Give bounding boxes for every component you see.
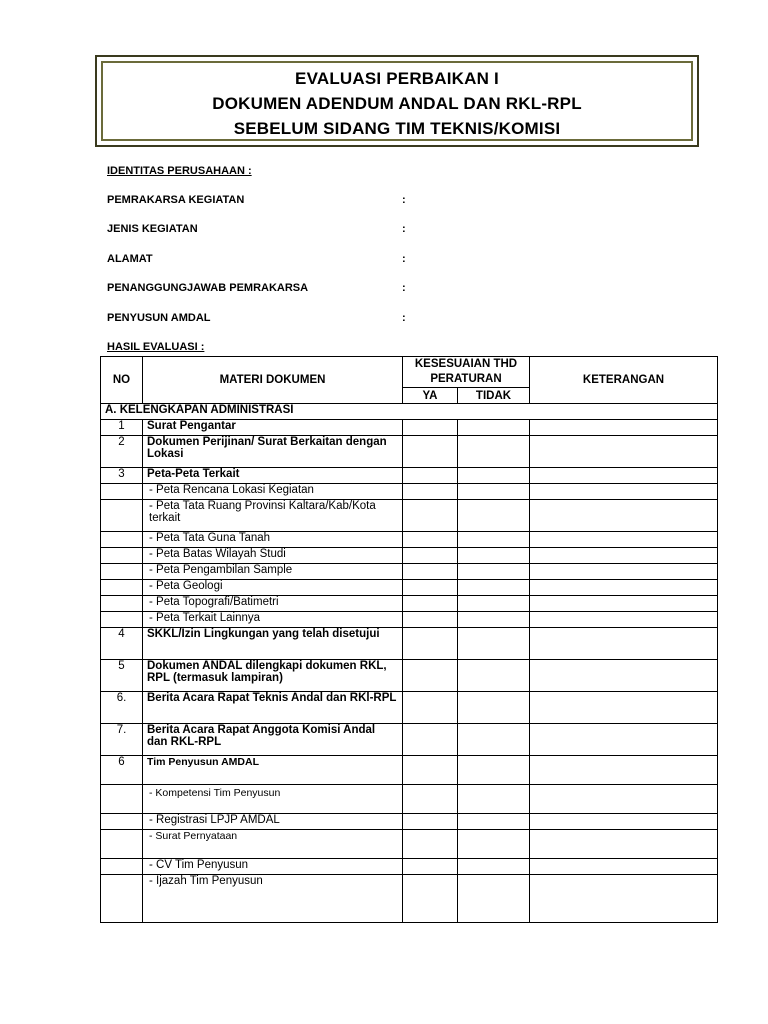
cell-tidak[interactable] [458, 875, 530, 923]
cell-tidak[interactable] [458, 500, 530, 532]
field-colon-penanggungjawab: : [402, 282, 406, 294]
field-colon-penyusun-amdal: : [402, 312, 406, 324]
identity-heading: IDENTITAS PERUSAHAAN : [107, 165, 252, 177]
row-no [101, 612, 143, 628]
cell-ya[interactable] [403, 859, 458, 875]
cell-keterangan[interactable] [530, 548, 718, 564]
cell-keterangan[interactable] [530, 660, 718, 692]
row-text: - Ijazah Tim Penyusun [143, 875, 403, 923]
title-box [95, 55, 699, 147]
row-text: - Kompetensi Tim Penyusun [143, 785, 403, 814]
table-row [101, 692, 718, 724]
cell-ya[interactable] [403, 420, 458, 436]
section-row [101, 404, 718, 420]
row-text: Berita Acara Rapat Teknis Andal dan RKl-RPL [143, 692, 403, 724]
cell-tidak[interactable] [458, 596, 530, 612]
row-no [101, 484, 143, 500]
row-text: Tim Penyusun AMDAL [143, 756, 403, 785]
section-a-label: A. KELENGKAPAN ADMINISTRASI [101, 404, 718, 420]
cell-tidak[interactable] [458, 436, 530, 468]
cell-keterangan[interactable] [530, 532, 718, 548]
row-no [101, 596, 143, 612]
row-no [101, 548, 143, 564]
row-text: - Peta Tata Guna Tanah [143, 532, 403, 548]
row-text: SKKL/Izin Lingkungan yang telah disetujui [143, 628, 403, 660]
cell-tidak[interactable] [458, 785, 530, 814]
cell-keterangan[interactable] [530, 612, 718, 628]
row-text: - Surat Pernyataan [143, 830, 403, 859]
header-keterangan: KETERANGAN [530, 357, 718, 404]
row-no [101, 785, 143, 814]
cell-keterangan[interactable] [530, 580, 718, 596]
field-colon-alamat: : [402, 253, 406, 265]
table-row [101, 484, 718, 500]
cell-ya[interactable] [403, 484, 458, 500]
cell-keterangan[interactable] [530, 500, 718, 532]
header-tidak: TIDAK [458, 388, 530, 404]
cell-keterangan[interactable] [530, 484, 718, 500]
row-text: - Peta Geologi [143, 580, 403, 596]
cell-tidak[interactable] [458, 612, 530, 628]
cell-tidak[interactable] [458, 724, 530, 756]
field-colon-pemrakarsa: : [402, 194, 406, 206]
cell-keterangan[interactable] [530, 564, 718, 580]
row-text: Peta-Peta Terkait [143, 468, 403, 484]
row-no [101, 564, 143, 580]
cell-ya[interactable] [403, 724, 458, 756]
row-text: Surat Pengantar [143, 420, 403, 436]
table-row [101, 468, 718, 484]
cell-tidak[interactable] [458, 484, 530, 500]
cell-ya[interactable] [403, 580, 458, 596]
cell-keterangan[interactable] [530, 596, 718, 612]
cell-keterangan[interactable] [530, 628, 718, 660]
row-text: Dokumen ANDAL dilengkapi dokumen RKL, RPL (termasuk lampiran) [143, 660, 403, 692]
row-no [101, 580, 143, 596]
cell-ya[interactable] [403, 785, 458, 814]
cell-keterangan[interactable] [530, 859, 718, 875]
cell-tidak[interactable] [458, 548, 530, 564]
cell-ya[interactable] [403, 814, 458, 830]
evaluation-table [100, 356, 718, 923]
row-no: 6 [101, 756, 143, 785]
table-header-row [101, 357, 718, 388]
cell-keterangan[interactable] [530, 436, 718, 468]
table-row [101, 724, 718, 756]
title-line-1: EVALUASI PERBAIKAN I [295, 69, 499, 88]
cell-tidak[interactable] [458, 532, 530, 548]
cell-ya[interactable] [403, 548, 458, 564]
cell-ya[interactable] [403, 612, 458, 628]
cell-tidak[interactable] [458, 756, 530, 785]
table-row [101, 785, 718, 814]
title-line-2: DOKUMEN ADENDUM ANDAL DAN RKL-RPL [212, 94, 582, 113]
cell-keterangan[interactable] [530, 692, 718, 724]
field-label-penyusun-amdal: PENYUSUN AMDAL [107, 312, 211, 324]
row-text: Dokumen Perijinan/ Surat Berkaitan dengan Lokasi [143, 436, 403, 468]
cell-keterangan[interactable] [530, 875, 718, 923]
cell-tidak[interactable] [458, 580, 530, 596]
table-row [101, 548, 718, 564]
row-no: 5 [101, 660, 143, 692]
row-no [101, 859, 143, 875]
cell-tidak[interactable] [458, 660, 530, 692]
title-inner-border [101, 61, 693, 141]
table-row [101, 420, 718, 436]
row-no [101, 532, 143, 548]
row-no [101, 814, 143, 830]
row-no: 4 [101, 628, 143, 660]
table-row [101, 596, 718, 612]
cell-ya[interactable] [403, 532, 458, 548]
table-row [101, 628, 718, 660]
evaluation-heading: HASIL EVALUASI : [107, 341, 205, 353]
row-no: 6. [101, 692, 143, 724]
header-ya: YA [403, 388, 458, 404]
row-text: - Peta Topografi/Batimetri [143, 596, 403, 612]
cell-keterangan[interactable] [530, 830, 718, 859]
cell-keterangan[interactable] [530, 785, 718, 814]
cell-ya[interactable] [403, 756, 458, 785]
row-text: - Peta Rencana Lokasi Kegiatan [143, 484, 403, 500]
header-kesesuaian: KESESUAIAN THD PERATURAN [403, 357, 530, 388]
cell-keterangan[interactable] [530, 814, 718, 830]
table-row [101, 814, 718, 830]
cell-tidak[interactable] [458, 420, 530, 436]
cell-tidak[interactable] [458, 692, 530, 724]
cell-tidak[interactable] [458, 830, 530, 859]
cell-keterangan[interactable] [530, 420, 718, 436]
table-row [101, 564, 718, 580]
row-text: - Peta Tata Ruang Provinsi Kaltara/Kab/Kota terkait [143, 500, 403, 532]
table-row [101, 875, 718, 923]
header-materi: MATERI DOKUMEN [143, 357, 403, 404]
cell-ya[interactable] [403, 628, 458, 660]
cell-ya[interactable] [403, 596, 458, 612]
table-row [101, 859, 718, 875]
header-no: NO [101, 357, 143, 404]
cell-ya[interactable] [403, 875, 458, 923]
table-row [101, 660, 718, 692]
cell-ya[interactable] [403, 468, 458, 484]
row-text: - Registrasi LPJP AMDAL [143, 814, 403, 830]
title-line-3: SEBELUM SIDANG TIM TEKNIS/KOMISI [233, 119, 561, 138]
row-text: - Peta Pengambilan Sample [143, 564, 403, 580]
table-row [101, 756, 718, 785]
row-text: - Peta Terkait Lainnya [143, 612, 403, 628]
table-row [101, 612, 718, 628]
cell-tidak[interactable] [458, 468, 530, 484]
row-no [101, 830, 143, 859]
cell-ya[interactable] [403, 692, 458, 724]
row-text: - Peta Batas Wilayah Studi [143, 548, 403, 564]
field-label-penanggungjawab: PENANGGUNGJAWAB PEMRAKARSA [107, 282, 309, 294]
table-row [101, 830, 718, 859]
table-row [101, 500, 718, 532]
cell-tidak[interactable] [458, 814, 530, 830]
table-row [101, 580, 718, 596]
row-no: 1 [101, 420, 143, 436]
row-text: Berita Acara Rapat Anggota Komisi Andal dan RKL-RPL [143, 724, 403, 756]
cell-keterangan[interactable] [530, 756, 718, 785]
cell-tidak[interactable] [458, 859, 530, 875]
cell-ya[interactable] [403, 500, 458, 532]
field-colon-jenis-kegiatan: : [402, 223, 406, 235]
row-no [101, 875, 143, 923]
table-row [101, 436, 718, 468]
cell-tidak[interactable] [458, 564, 530, 580]
cell-ya[interactable] [403, 436, 458, 468]
cell-ya[interactable] [403, 564, 458, 580]
table-row [101, 532, 718, 548]
row-no: 7. [101, 724, 143, 756]
row-text: - CV Tim Penyusun [143, 859, 403, 875]
row-no [101, 500, 143, 532]
field-label-pemrakarsa: PEMRAKARSA KEGIATAN [107, 194, 245, 206]
cell-ya[interactable] [403, 830, 458, 859]
field-label-jenis-kegiatan: JENIS KEGIATAN [107, 223, 198, 235]
cell-ya[interactable] [403, 660, 458, 692]
row-no: 2 [101, 436, 143, 468]
cell-tidak[interactable] [458, 628, 530, 660]
row-no: 3 [101, 468, 143, 484]
cell-keterangan[interactable] [530, 468, 718, 484]
field-label-alamat: ALAMAT [107, 253, 153, 265]
cell-keterangan[interactable] [530, 724, 718, 756]
